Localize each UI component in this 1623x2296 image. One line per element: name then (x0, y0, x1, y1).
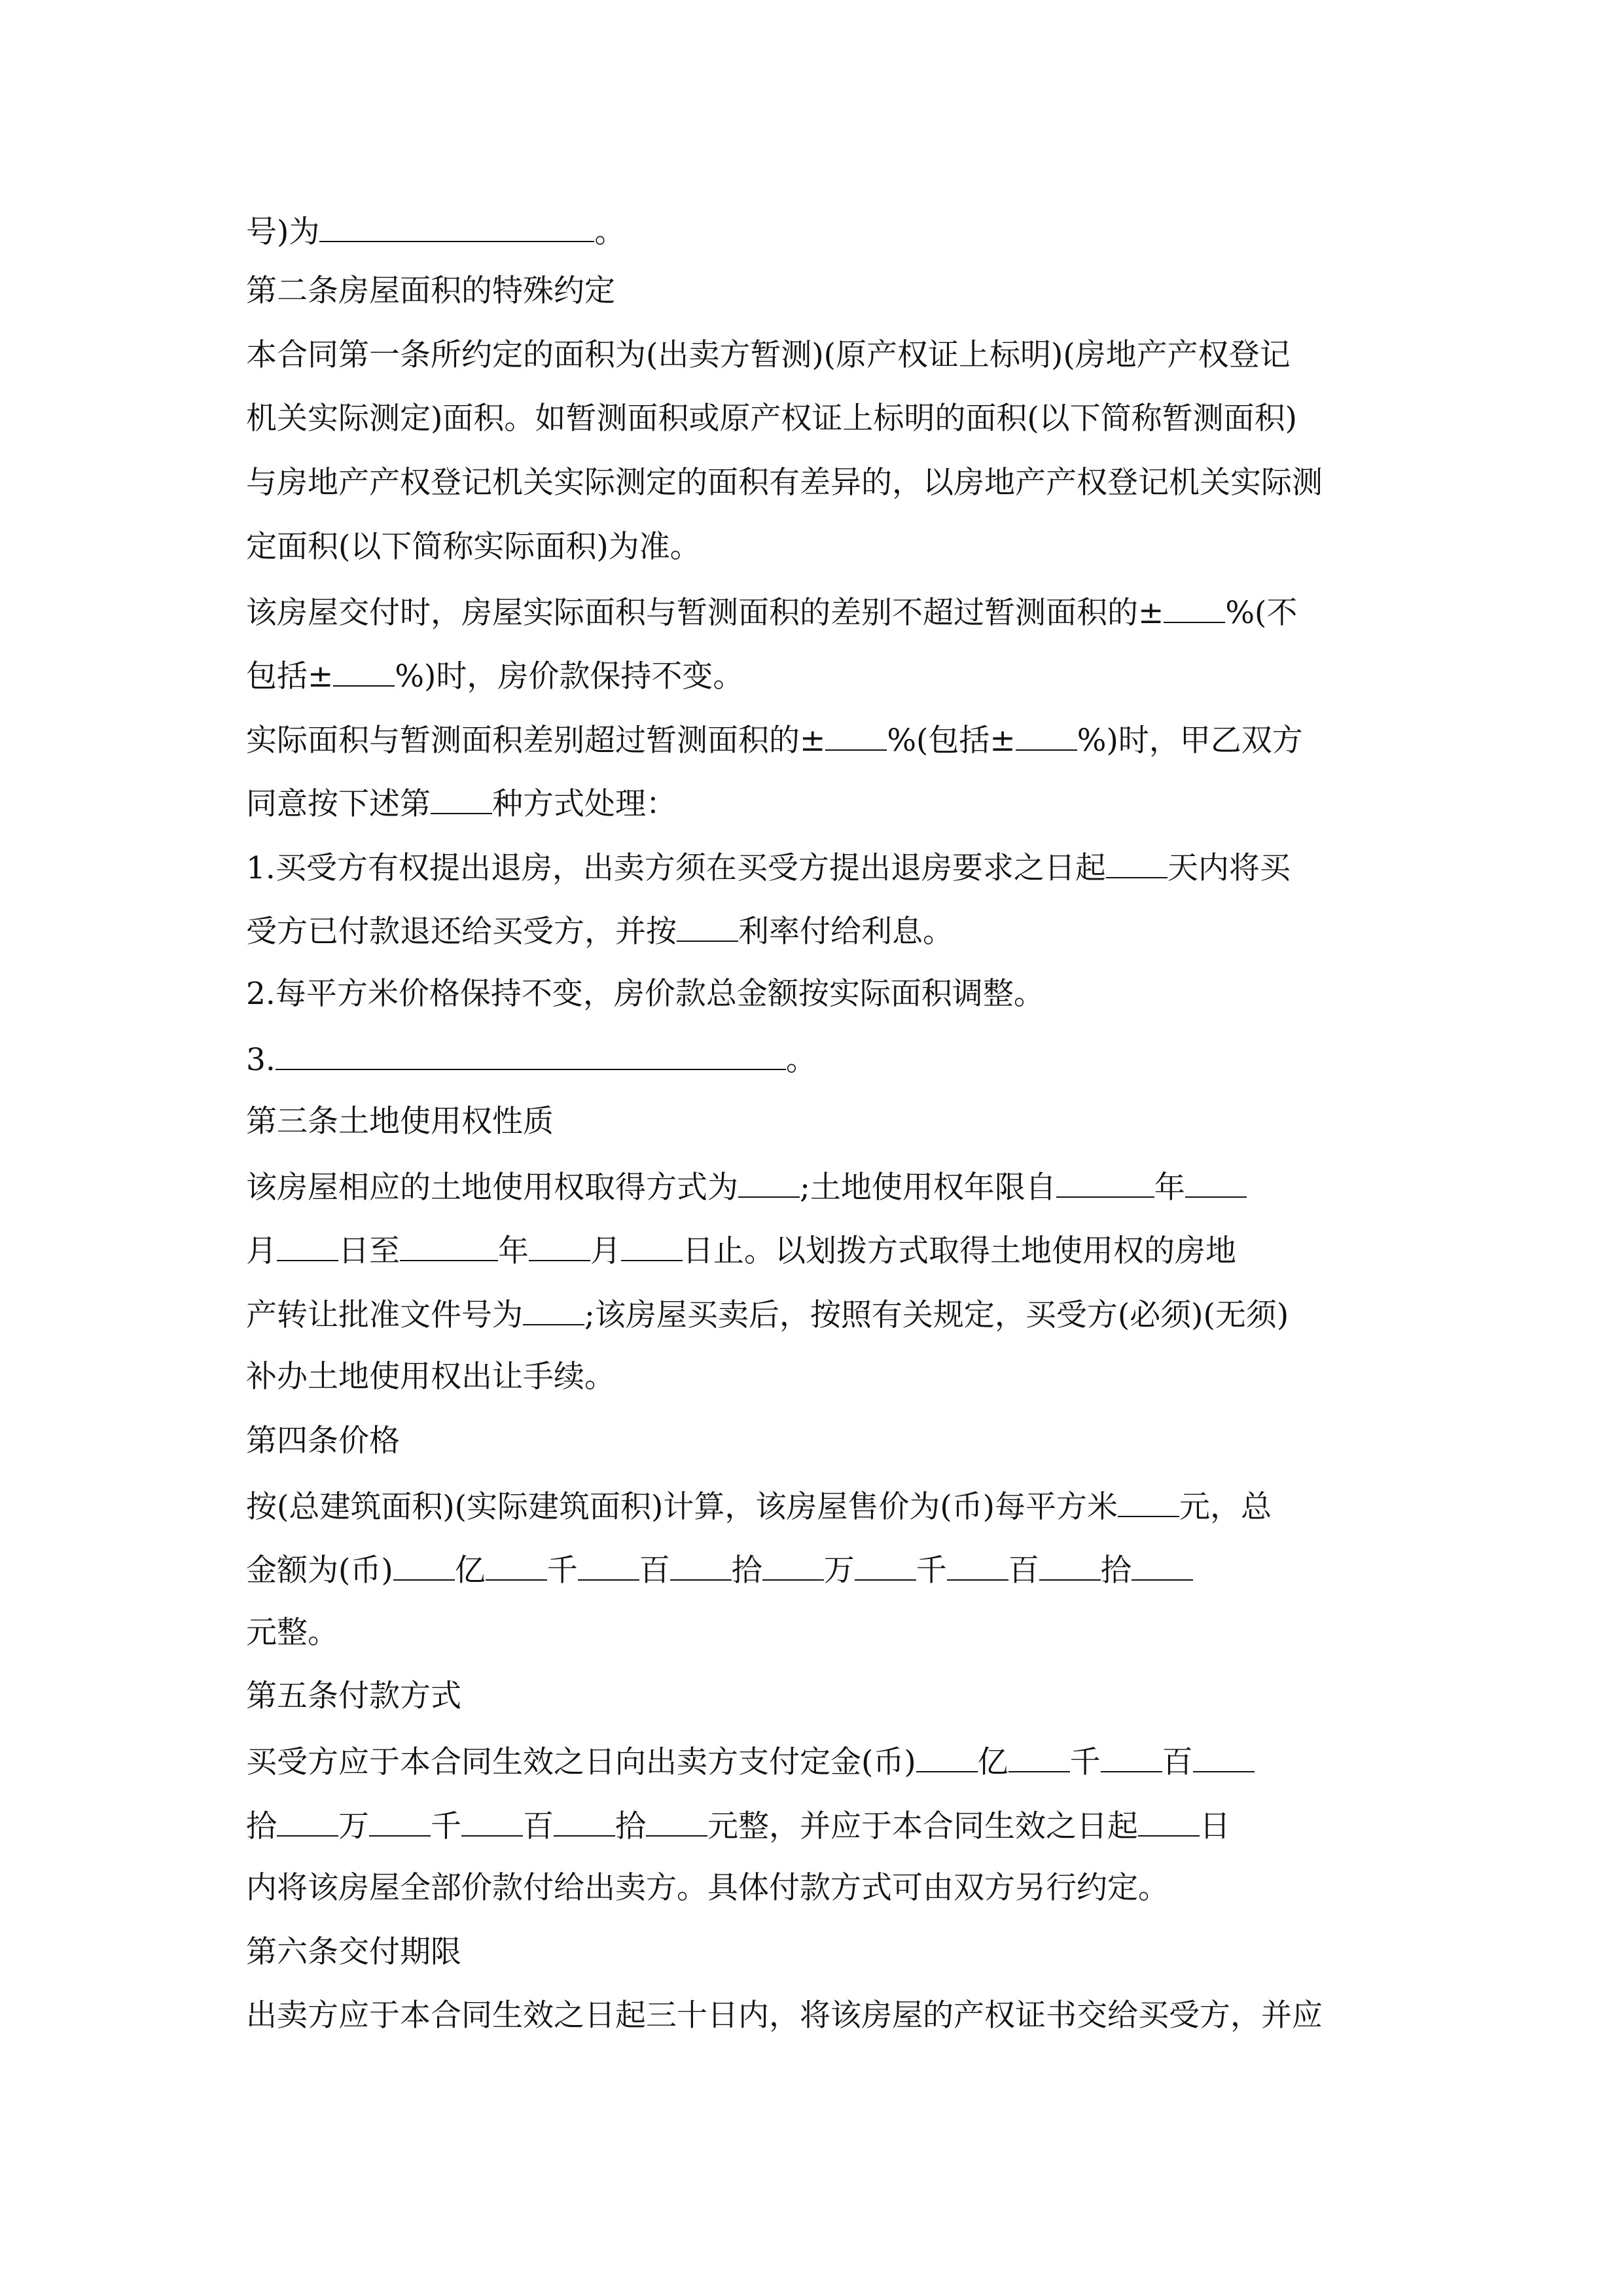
text-line (246, 1996, 1323, 2036)
fill-in-blank (369, 1805, 431, 1837)
text-segment: 百 (523, 1808, 554, 1844)
text-segment: 月 (590, 1233, 621, 1269)
heading-text: 第三条土地使用权性质 (246, 1103, 554, 1139)
text-segment: 月 (246, 1233, 277, 1269)
fill-in-blank (393, 1549, 455, 1581)
text-segment: 2.每平方米价格保持不变，房价款总金额按实际面积调整。 (246, 976, 1044, 1012)
heading-text: 第二条房屋面积的特殊约定 (246, 273, 615, 309)
text-segment: 机关实际测定)面积。如暂测面积或原产权证上标明的面积(以下简称暂测面积) (246, 401, 1298, 437)
fill-in-blank (400, 1230, 498, 1261)
text-segment: 千 (546, 1552, 578, 1588)
fill-in-blank (1039, 1549, 1101, 1581)
text-segment: 年 (498, 1233, 529, 1269)
text-segment: 万 (338, 1808, 369, 1844)
text-line (246, 910, 954, 952)
text-line (246, 592, 1297, 633)
fill-in-blank (333, 655, 395, 687)
text-segment: ;土地使用权年限自 (800, 1170, 1056, 1206)
text-segment: 1.买受方有权提出退房，出卖方须在买受方提出退房要求之日起 (246, 850, 1106, 886)
text-segment: 元整。 (246, 1615, 338, 1651)
text-segment: 元，总 (1179, 1489, 1272, 1525)
text-segment: 亿 (454, 1552, 486, 1588)
text-segment: 百 (1162, 1744, 1193, 1780)
list-item (246, 847, 1291, 888)
fill-in-blank (554, 1805, 615, 1837)
fill-in-blank (1118, 1486, 1179, 1517)
fill-in-blank (1056, 1166, 1154, 1198)
fill-in-blank (523, 1294, 584, 1325)
fill-in-blank (916, 1741, 978, 1772)
text-line (246, 1230, 1236, 1271)
section-heading (246, 1933, 461, 1972)
fill-in-blank (1008, 1741, 1070, 1772)
fill-in-blank (1138, 1805, 1200, 1837)
text-segment: %(包括± (887, 723, 1016, 759)
text-line (246, 783, 677, 824)
section-heading (246, 1677, 461, 1716)
text-line (246, 336, 1291, 375)
text-segment: 同意按下述第 (246, 786, 431, 822)
fill-in-blank (461, 1805, 523, 1837)
text-segment: ;该房屋买卖后，按照有关规定，买受方(必须)(无须) (584, 1297, 1289, 1333)
fill-in-blank (276, 1039, 786, 1070)
text-line (246, 655, 743, 696)
text-line (246, 1613, 338, 1653)
text-segment: 包括± (246, 658, 334, 694)
text-segment: 。 (785, 1042, 817, 1078)
text-line (246, 1357, 615, 1397)
text-segment: 拾 (731, 1552, 762, 1588)
text-line (246, 1294, 1289, 1335)
fill-in-blank (738, 1166, 800, 1198)
heading-text: 第六条交付期限 (246, 1934, 461, 1970)
text-segment: 利率付给利息。 (738, 914, 954, 950)
fill-in-blank (319, 211, 594, 242)
text-line (246, 1869, 1169, 1908)
text-segment: 拾 (615, 1808, 646, 1844)
text-segment: 定面积(以下简称实际面积)为准。 (246, 529, 701, 565)
text-segment: 买受方应于本合同生效之日向出卖方支付定金(币) (246, 1744, 916, 1780)
fill-in-blank (762, 1549, 824, 1581)
text-segment: %)时，房价款保持不变。 (395, 658, 744, 694)
text-segment: 金额为(币) (246, 1552, 393, 1588)
fill-in-blank (1106, 847, 1168, 878)
fill-in-blank (825, 719, 887, 751)
section-heading (246, 1422, 400, 1461)
fill-in-blank (1164, 592, 1225, 623)
text-segment: 拾 (246, 1808, 277, 1844)
text-segment: 产转让批准文件号为 (246, 1297, 523, 1333)
text-segment: 种方式处理： (492, 786, 677, 822)
text-segment: 补办土地使用权出让手续。 (246, 1359, 615, 1395)
text-segment: 日止。以划拨方式取得土地使用权的房地 (683, 1233, 1236, 1269)
fill-in-blank (277, 1805, 338, 1837)
list-item (246, 975, 1044, 1014)
text-line (246, 1549, 1193, 1590)
fill-in-blank (1132, 1549, 1193, 1581)
text-segment: 出卖方应于本合同生效之日起三十日内，将该房屋的产权证书交给买受方，并应 (246, 1998, 1323, 2034)
text-segment: %(不 (1225, 595, 1298, 631)
fill-in-blank (947, 1549, 1008, 1581)
text-line (246, 1805, 1230, 1846)
text-segment: 百 (1008, 1552, 1039, 1588)
fill-in-blank (1193, 1741, 1255, 1772)
text-line (246, 1486, 1272, 1527)
text-segment: 实际面积与暂测面积差别超过暂测面积的± (246, 723, 826, 759)
text-segment: 千 (916, 1552, 947, 1588)
fill-in-blank (646, 1805, 707, 1837)
fill-in-blank (621, 1230, 683, 1261)
fill-in-blank (529, 1230, 590, 1261)
text-line (246, 399, 1297, 439)
heading-text: 第五条付款方式 (246, 1678, 461, 1714)
fill-in-blank (855, 1549, 916, 1581)
text-segment: 天内将买 (1167, 850, 1291, 886)
text-line (246, 211, 625, 252)
text-segment: 。 (594, 214, 626, 250)
text-segment: 受方已付款退还给买受方，并按 (246, 914, 677, 950)
text-segment: 日至 (338, 1233, 400, 1269)
text-segment: 千 (1069, 1744, 1101, 1780)
fill-in-blank (277, 1230, 338, 1261)
fill-in-blank (1185, 1166, 1247, 1198)
fill-in-blank (431, 783, 492, 814)
text-segment: 拾 (1100, 1552, 1132, 1588)
list-item (246, 1039, 817, 1080)
fill-in-blank (1101, 1741, 1162, 1772)
text-line (246, 719, 1303, 761)
heading-text: 第四条价格 (246, 1423, 400, 1459)
section-heading (246, 1102, 554, 1141)
text-line (246, 528, 701, 567)
text-segment: 万 (823, 1552, 855, 1588)
text-segment: 百 (639, 1552, 670, 1588)
fill-in-blank (578, 1549, 639, 1581)
fill-in-blank (670, 1549, 732, 1581)
text-segment: 内将该房屋全部价款付给出卖方。具体付款方式可由双方另行约定。 (246, 1870, 1169, 1906)
text-segment: 年 (1154, 1170, 1185, 1206)
text-segment: 亿 (977, 1744, 1008, 1780)
text-segment: 千 (431, 1808, 461, 1844)
text-line (246, 1741, 1255, 1782)
text-segment: 按(总建筑面积)(实际建筑面积)计算，该房屋售价为(币)每平方米 (246, 1489, 1118, 1525)
text-segment: 号)为 (246, 214, 320, 250)
text-segment: 3. (246, 1042, 276, 1078)
text-segment: 该房屋交付时，房屋实际面积与暂测面积的差别不超过暂测面积的± (246, 595, 1164, 631)
fill-in-blank (1016, 719, 1077, 751)
text-line (246, 463, 1323, 503)
fill-in-blank (486, 1549, 547, 1581)
text-segment: %)时，甲乙双方 (1077, 723, 1303, 759)
text-line (246, 1166, 1247, 1208)
fill-in-blank (677, 910, 738, 942)
text-segment: 该房屋相应的土地使用权取得方式为 (246, 1170, 738, 1206)
text-segment: 元整，并应于本合同生效之日起 (707, 1808, 1138, 1844)
text-segment: 与房地产产权登记机关实际测定的面积有差异的，以房地产产权登记机关实际测 (246, 465, 1323, 501)
text-segment: 本合同第一条所约定的面积为(出卖方暂测)(原产权证上标明)(房地产产权登记 (246, 337, 1291, 373)
section-heading (246, 272, 615, 311)
text-segment: 日 (1200, 1808, 1230, 1844)
